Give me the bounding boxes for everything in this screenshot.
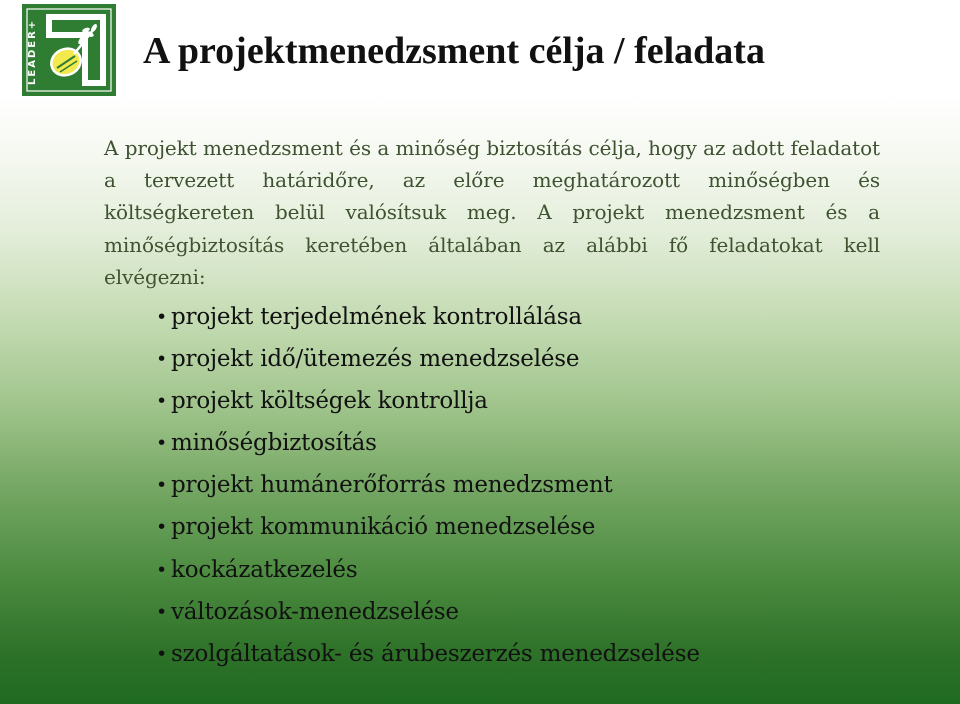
task-item — [156, 506, 700, 548]
bullet-icon: • — [156, 642, 168, 665]
bullet-icon: • — [156, 558, 168, 581]
bullet-icon: • — [156, 390, 168, 413]
task-label: kockázatkezelés — [171, 556, 358, 583]
task-label: projekt kommunikáció menedzselése — [171, 514, 596, 541]
bullet-icon: • — [156, 432, 168, 455]
bullet-icon: • — [156, 348, 168, 371]
bullet-icon: • — [156, 600, 168, 623]
task-label: projekt költségek kontrollja — [171, 388, 488, 415]
intro-paragraph: A projekt menedzsment és a minőség biztosítás célja, hogy az adott feladatot a tervezett határidőre, az előre meghatározott minőségben és költségkereten belül valósítsuk meg. A projekt menedzsment és a minőségbiztosítás keretében általában az alábbi fő feladatokat kell elvégezni: — [104, 136, 880, 289]
task-item — [156, 633, 700, 675]
task-label: minőségbiztosítás — [171, 430, 377, 457]
task-label: projekt terjedelmének kontrollálása — [171, 304, 582, 330]
bullet-icon: • — [156, 306, 168, 328]
task-label: változások-menedzselése — [171, 598, 459, 625]
task-item — [156, 422, 700, 464]
logo-wordmark: LEADER+ — [27, 18, 38, 86]
task-item — [156, 380, 700, 422]
leader-plus-logo — [22, 4, 116, 96]
task-list — [156, 296, 700, 675]
task-item — [156, 296, 700, 338]
task-label: szolgáltatások- és árubeszerzés menedzselése — [171, 640, 700, 667]
task-item — [156, 338, 700, 380]
task-label: projekt humánerőforrás menedzsment — [171, 472, 613, 499]
task-item — [156, 464, 700, 506]
bullet-icon: • — [156, 474, 168, 497]
task-item — [156, 591, 700, 633]
task-label: projekt idő/ütemezés menedzselése — [171, 346, 580, 373]
task-item — [156, 549, 700, 591]
bullet-icon: • — [156, 516, 168, 539]
slide-title: A projektmenedzsment célja / feladata — [143, 30, 765, 72]
